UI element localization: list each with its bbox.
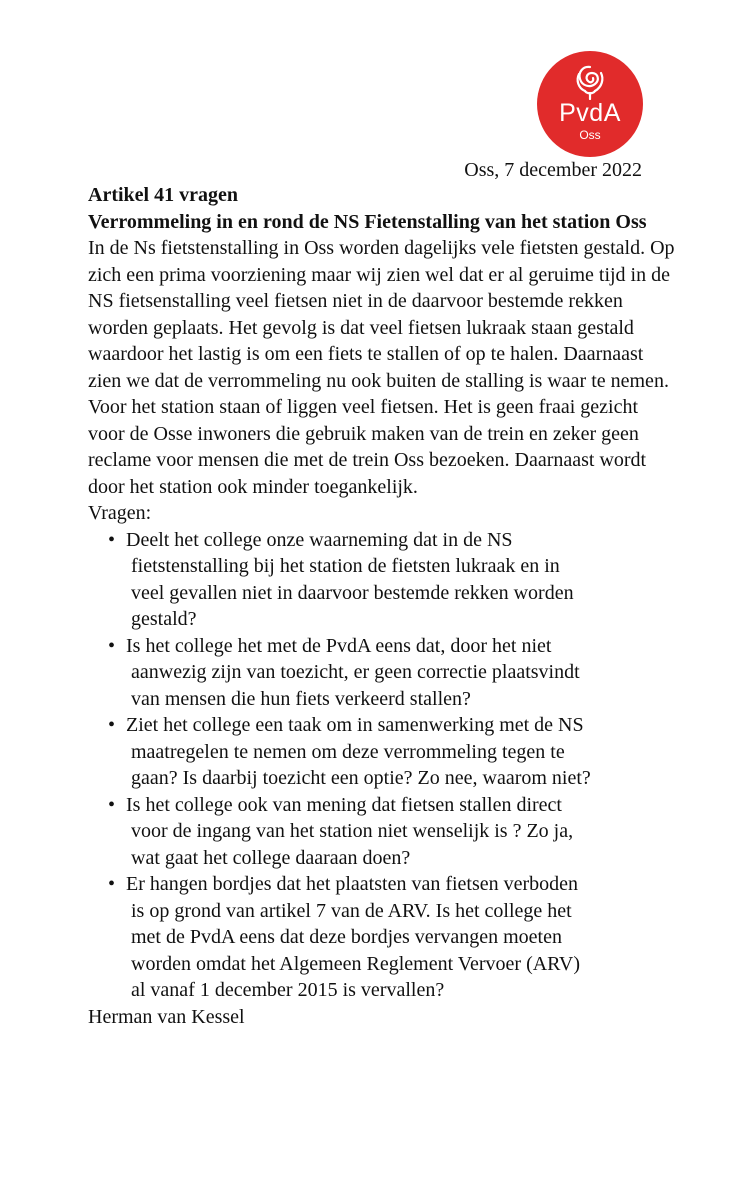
bullet-icon: • (108, 793, 116, 816)
question-first-line: Ziet het college een taak om in samenwerking met de NS (126, 714, 584, 736)
pvda-logo (537, 51, 643, 157)
logo-name: PvdA (559, 99, 621, 127)
question-rest: aanwezig zijn van toezicht, er geen correctie plaatsvindt van mensen die hun fiets verkeerd stallen? (131, 661, 580, 710)
body-paragraph: In de Ns fietstenstalling in Oss worden dagelijks vele fietsten gestald. Op zich een prima voorziening maar wij zien wel dat er al geruime tijd in de NS fietsenstalling veel fietsen niet in de daarvoor bestemde rekken worden geplaats. Het gevolg is dat veel fietsen lukraak staan gestald waardoor het lastig is om een fiets te stallen of op te halen. Daarnaast zien we dat de verrommeling nu ook buiten de stalling is waar te nemen. Voor het station staan of liggen veel fietsen. Het is geen fraai gezicht voor de Osse inwoners die gebruik maken van de trein en zeker geen reclame voor mensen die met de trein Oss bezoeken. Daarnaast wordt door het station ook minder toegankelijk. (88, 237, 675, 498)
bullet-icon: • (108, 634, 116, 657)
letter-content (88, 182, 678, 1030)
question-rest: voor de ingang van het station niet wenselijk is ? Zo ja, wat gaat het college daaraan doen? (131, 820, 574, 869)
question-item (88, 633, 678, 713)
question-first-line: Deelt het college onze waarneming dat in de NS (126, 528, 513, 551)
question-rest: is op grond van artikel 7 van de ARV. Is het college het met de PvdA eens dat deze bordjes vervangen moeten worden omdat het Algemeen Reglement Vervoer (ARV) al vanaf 1 december 2015 is vervallen? (131, 899, 581, 1001)
bullet-icon: • (108, 714, 116, 736)
question-item (88, 527, 678, 633)
question-first-line: Er hangen bordjes dat het plaatsten van fietsen verboden (126, 873, 579, 895)
logo-sublabel: Oss (579, 128, 601, 142)
question-item (88, 792, 678, 872)
question-item (88, 712, 678, 792)
signature: Herman van Kessel (88, 1005, 245, 1028)
bullet-icon: • (108, 873, 116, 895)
question-rest: fietstenstalling bij het station de fietsten lukraak en in veel gevallen niet in daarvoor bestemde rekken worden gestald? (131, 555, 574, 630)
letter-date: Oss, 7 december 2022 (464, 159, 642, 181)
questions-list (88, 527, 678, 1004)
bullet-icon: • (108, 528, 116, 551)
heading-type: Artikel 41 vragen (88, 184, 238, 206)
question-first-line: Is het college het met de PvdA eens dat, door het niet (126, 634, 552, 657)
question-item (88, 871, 678, 1004)
rose-icon (573, 64, 607, 100)
question-rest: maatregelen te nemen om deze verrommeling tegen te gaan? Is daarbij toezicht een optie? Zo nee, waarom niet? (131, 740, 591, 789)
heading-subject: Verrommeling in en rond de NS Fietenstalling van het station Oss (88, 210, 647, 233)
questions-label: Vragen: (88, 502, 152, 524)
question-first-line: Is het college ook van mening dat fietsen stallen direct (126, 793, 562, 816)
